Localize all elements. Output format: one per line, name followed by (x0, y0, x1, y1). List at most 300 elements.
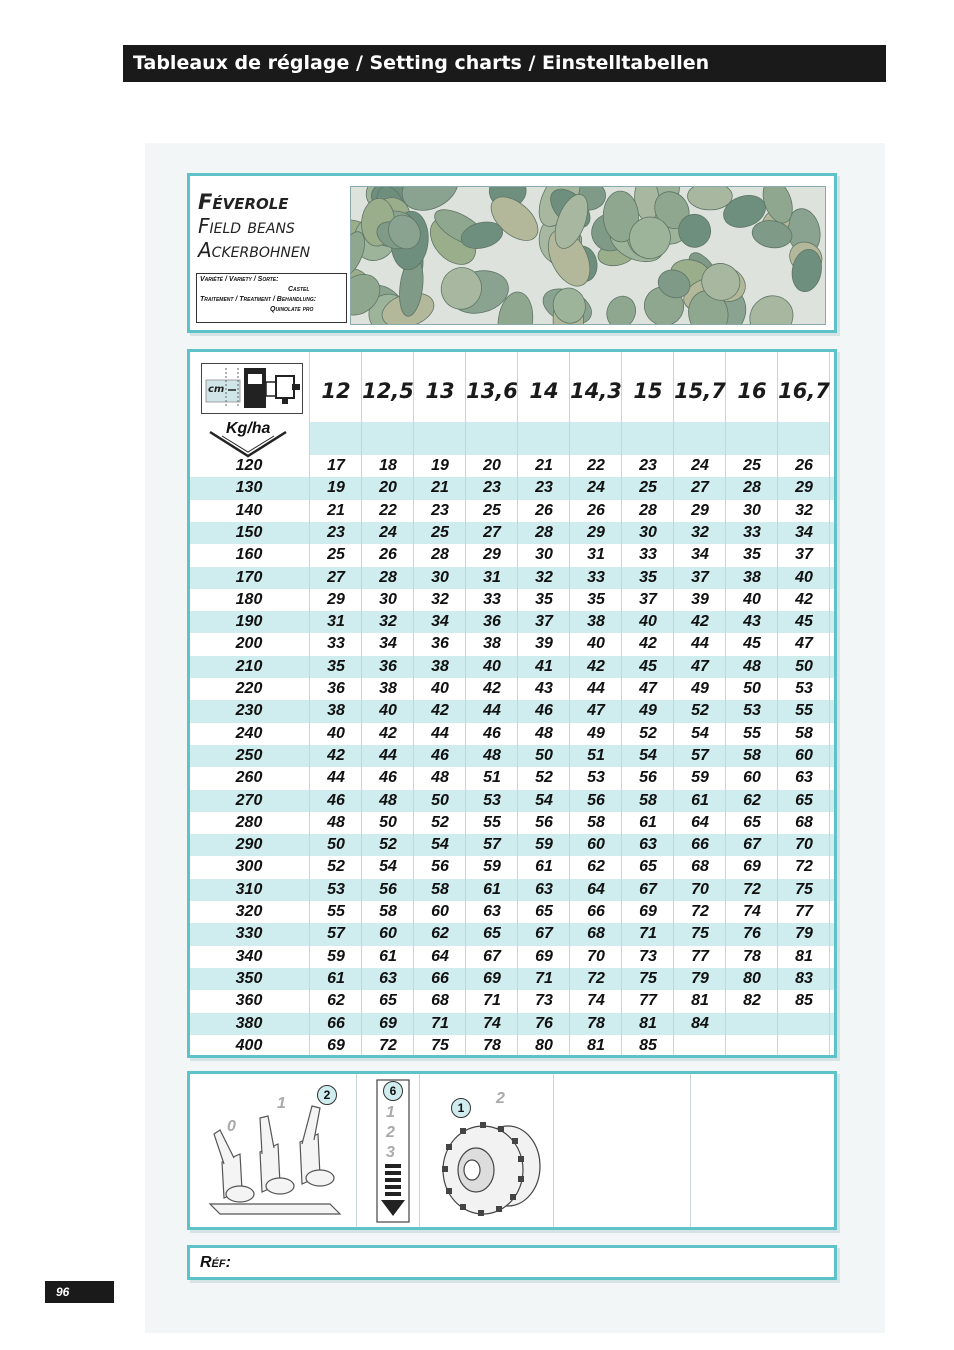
row-kg-ha: 160 (235, 546, 263, 564)
row-kg-ha: 250 (235, 746, 263, 764)
table-cell: 21 (535, 457, 553, 474)
table-cell: 33 (327, 635, 345, 653)
table-cell: 40 (639, 613, 657, 631)
table-cell: 39 (535, 635, 553, 653)
table-cell: 42 (795, 590, 813, 608)
table-cell: 53 (587, 769, 605, 787)
table-cell: 57 (691, 746, 709, 764)
table-cell: 44 (587, 680, 605, 697)
table-cell: 59 (691, 769, 709, 787)
table-cell: 68 (431, 992, 449, 1010)
table-cell: 37 (639, 590, 657, 608)
table-cell: 55 (327, 903, 345, 920)
table-cell: 46 (431, 746, 449, 764)
scale-number-1: 1 (386, 1104, 395, 1121)
row-kg-ha: 280 (235, 813, 263, 831)
table-cell: 52 (639, 724, 657, 742)
table-cell: 45 (743, 635, 761, 653)
setting-table (187, 349, 837, 1058)
table-cell: 78 (587, 1014, 605, 1032)
table-cell: 45 (795, 613, 813, 631)
sprocket-illustration (438, 1114, 548, 1222)
table-cell: 46 (327, 791, 345, 809)
table-cell: 29 (691, 501, 709, 519)
table-cell: 73 (639, 947, 657, 965)
table-cell: 65 (483, 925, 501, 943)
row-kg-ha: 230 (235, 702, 263, 720)
svg-text:cm: cm (208, 384, 225, 395)
table-cell: 53 (483, 791, 501, 809)
table-cell: 62 (327, 992, 345, 1010)
table-cell: 58 (743, 746, 761, 764)
column-header-cm: 15 (633, 379, 663, 403)
table-cell: 85 (639, 1036, 657, 1054)
table-cell: 48 (379, 791, 397, 809)
table-cell: 84 (691, 1014, 709, 1032)
illus-divider (356, 1074, 357, 1227)
table-cell: 76 (535, 1014, 553, 1032)
table-cell: 37 (691, 568, 709, 586)
table-cell: 49 (691, 680, 709, 697)
scale-badge: 6 (383, 1081, 403, 1101)
table-cell: 45 (639, 657, 657, 675)
table-cell: 29 (587, 523, 605, 541)
table-cell: 50 (743, 680, 761, 697)
table-cell: 67 (483, 947, 501, 965)
crop-name-fr: Féverole (198, 190, 289, 214)
scale-number-3: 3 (386, 1144, 395, 1161)
table-cell: 58 (431, 880, 449, 898)
table-cell: 67 (639, 880, 657, 898)
table-cell: 81 (691, 992, 709, 1010)
crop-name-en: Field beans (198, 214, 295, 238)
table-cell: 22 (379, 501, 397, 519)
table-cell: 50 (379, 813, 397, 831)
illus-divider (419, 1074, 420, 1227)
table-cell: 37 (795, 546, 813, 564)
table-cell: 28 (379, 568, 397, 586)
table-cell: 68 (691, 858, 709, 876)
table-cell: 32 (379, 613, 397, 631)
table-cell: 29 (483, 546, 501, 564)
table-cell: 59 (535, 836, 553, 854)
row-kg-ha: 340 (235, 947, 263, 965)
table-cell (778, 1035, 830, 1057)
table-cell: 72 (379, 1036, 397, 1054)
table-cell: 35 (743, 546, 761, 564)
table-cell: 54 (535, 791, 553, 809)
kg-ha-text: Kg/ha (226, 420, 271, 437)
table-cell: 43 (535, 680, 553, 697)
illustration-box (187, 1071, 837, 1230)
beans-photo (350, 186, 826, 325)
table-cell: 42 (327, 746, 345, 764)
table-cell: 35 (535, 590, 553, 608)
crop-info-box (187, 173, 837, 333)
table-cell: 49 (587, 724, 605, 742)
table-cell: 63 (379, 969, 397, 987)
table-cell: 47 (691, 657, 709, 675)
table-cell: 38 (327, 702, 345, 720)
table-cell: 58 (587, 813, 605, 831)
table-cell: 78 (483, 1036, 501, 1054)
table-cell: 70 (587, 947, 605, 965)
table-cell: 69 (535, 947, 553, 965)
table-cell: 33 (587, 568, 605, 586)
table-cell: 58 (795, 724, 813, 742)
column-header-cm: 13 (425, 379, 455, 403)
table-cell: 38 (743, 568, 761, 586)
table-cell: 28 (535, 523, 553, 541)
table-cell: 30 (535, 546, 553, 564)
table-cell: 21 (431, 479, 449, 497)
table-cell: 32 (795, 501, 813, 519)
table-cell (674, 1035, 726, 1057)
table-cell (726, 1035, 778, 1057)
table-cell: 65 (743, 813, 761, 831)
column-header-cm: 12 (321, 379, 351, 403)
table-cell: 48 (327, 813, 345, 831)
table-cell: 40 (795, 568, 813, 586)
table-cell: 52 (379, 836, 397, 854)
table-cell: 48 (743, 657, 761, 675)
table-cell: 80 (743, 969, 761, 987)
table-cell: 85 (795, 992, 813, 1010)
table-cell: 48 (431, 769, 449, 787)
crop-names (198, 190, 348, 262)
table-cell: 19 (431, 457, 449, 474)
row-kg-ha: 310 (235, 880, 263, 898)
table-cell: 42 (431, 702, 449, 720)
row-kg-ha: 300 (235, 858, 263, 876)
table-cell: 59 (483, 858, 501, 876)
table-cell: 32 (691, 523, 709, 541)
row-kg-ha: 180 (235, 590, 263, 608)
wheel-alt-label: 2 (496, 1090, 505, 1107)
table-cell: 83 (795, 969, 813, 987)
table-cell: 28 (639, 501, 657, 519)
table-cell: 78 (743, 947, 761, 965)
table-cell: 44 (327, 769, 345, 787)
table-cell: 40 (327, 724, 345, 742)
table-cell: 40 (743, 590, 761, 608)
table-cell: 30 (743, 501, 761, 519)
table-cell: 69 (639, 903, 657, 920)
table-cell: 42 (587, 657, 605, 675)
table-cell: 63 (535, 880, 553, 898)
lever-position-0: 0 (227, 1118, 236, 1135)
table-cell: 36 (483, 613, 501, 631)
table-cell: 75 (691, 925, 709, 943)
table-cell (778, 1013, 830, 1035)
table-cell: 72 (587, 969, 605, 987)
row-kg-ha: 130 (235, 479, 263, 497)
table-cell: 46 (535, 702, 553, 720)
table-cell: 66 (587, 903, 605, 920)
table-cell: 46 (483, 724, 501, 742)
table-cell: 71 (431, 1014, 449, 1032)
table-cell: 26 (379, 546, 397, 564)
table-cell: 57 (327, 925, 345, 943)
row-kg-ha: 120 (235, 457, 263, 474)
variety-box (196, 273, 347, 323)
table-cell: 75 (639, 969, 657, 987)
row-kg-ha: 270 (235, 791, 263, 809)
table-cell: 35 (587, 590, 605, 608)
table-cell: 71 (535, 969, 553, 987)
table-cell: 54 (431, 836, 449, 854)
table-cell: 34 (431, 613, 449, 631)
table-cell: 40 (379, 702, 397, 720)
row-kg-ha: 170 (235, 568, 263, 586)
table-cell: 20 (379, 479, 397, 497)
table-cell: 26 (535, 501, 553, 519)
lever-illustration (200, 1094, 350, 1224)
table-cell (726, 1013, 778, 1035)
table-cell: 38 (483, 635, 501, 653)
table-cell: 69 (379, 1014, 397, 1032)
scale-number-2: 2 (386, 1124, 395, 1141)
table-cell: 37 (535, 613, 553, 631)
table-cell: 21 (327, 501, 345, 519)
table-cell: 56 (535, 813, 553, 831)
table-cell: 38 (379, 680, 397, 697)
table-cell: 47 (639, 680, 657, 697)
row-kg-ha: 140 (235, 501, 263, 519)
table-cell: 27 (327, 568, 345, 586)
table-cell: 50 (431, 791, 449, 809)
table-cell: 59 (327, 947, 345, 965)
table-cell: 52 (691, 702, 709, 720)
table-cell: 50 (535, 746, 553, 764)
column-header-cm: 16 (737, 379, 767, 403)
table-cell: 29 (327, 590, 345, 608)
illus-divider (553, 1074, 554, 1227)
table-cell: 25 (431, 523, 449, 541)
table-cell: 36 (431, 635, 449, 653)
table-cell: 80 (535, 1036, 553, 1054)
table-cell: 79 (691, 969, 709, 987)
table-cell: 17 (327, 457, 345, 474)
table-cell: 56 (379, 880, 397, 898)
table-cell: 65 (639, 858, 657, 876)
table-cell: 72 (743, 880, 761, 898)
column-header-cm: 14,3 (570, 379, 622, 403)
table-cell: 66 (327, 1014, 345, 1032)
table-cell: 65 (795, 791, 813, 809)
table-cell: 30 (431, 568, 449, 586)
table-cell: 56 (639, 769, 657, 787)
table-cell: 27 (483, 523, 501, 541)
table-cell: 34 (691, 546, 709, 564)
table-cell: 40 (431, 680, 449, 697)
treatment-label: Traitement / Treatment / Behandlung: (200, 296, 317, 303)
page-header: Tableaux de réglage / Setting charts / Einstelltabellen (123, 45, 886, 82)
row-kg-ha: 210 (235, 657, 263, 675)
table-cell: 62 (743, 791, 761, 809)
illus-divider (690, 1074, 691, 1227)
table-cell: 79 (795, 925, 813, 943)
table-cell: 68 (587, 925, 605, 943)
table-cell: 47 (795, 635, 813, 653)
table-cell: 55 (483, 813, 501, 831)
table-cell: 48 (535, 724, 553, 742)
table-cell: 70 (691, 880, 709, 898)
table-cell: 24 (379, 523, 397, 541)
table-cell: 23 (639, 457, 657, 474)
reference-label: Réf: (200, 1254, 231, 1271)
table-cell: 73 (535, 992, 553, 1010)
table-cell: 58 (639, 791, 657, 809)
table-cell: 25 (743, 457, 761, 474)
table-cell: 27 (691, 479, 709, 497)
row-kg-ha: 200 (235, 635, 263, 653)
table-cell: 18 (379, 457, 397, 474)
scale-arrow-icon (375, 1078, 411, 1224)
table-cell: 38 (587, 613, 605, 631)
table-cell: 56 (431, 858, 449, 876)
table-cell: 53 (743, 702, 761, 720)
row-kg-ha: 400 (235, 1036, 263, 1054)
table-cell: 60 (379, 925, 397, 943)
column-header-cm: 12,5 (362, 379, 414, 403)
table-cell: 32 (431, 590, 449, 608)
table-cell: 64 (587, 880, 605, 898)
row-kg-ha: 240 (235, 724, 263, 742)
table-cell: 34 (795, 523, 813, 541)
table-cell: 25 (483, 501, 501, 519)
table-cell: 68 (795, 813, 813, 831)
table-cell: 57 (483, 836, 501, 854)
row-kg-ha: 350 (235, 969, 263, 987)
table-cell: 34 (379, 635, 397, 653)
table-cell: 62 (431, 925, 449, 943)
table-cell: 31 (483, 568, 501, 586)
column-header-cm: 14 (529, 379, 559, 403)
table-cell: 63 (639, 836, 657, 854)
variety-value: Castel (288, 286, 310, 293)
table-cell: 65 (379, 992, 397, 1010)
table-cell: 53 (327, 880, 345, 898)
table-cell: 52 (431, 813, 449, 831)
table-cell: 72 (691, 903, 709, 920)
row-kg-ha: 260 (235, 769, 263, 787)
table-cell: 51 (587, 746, 605, 764)
row-kg-ha: 190 (235, 613, 263, 631)
table-cell: 69 (483, 969, 501, 987)
table-cell: 36 (379, 657, 397, 675)
table-cell: 33 (483, 590, 501, 608)
table-cell: 64 (431, 947, 449, 965)
table-cell: 41 (535, 657, 553, 675)
table-cell: 81 (639, 1014, 657, 1032)
table-cell: 36 (327, 680, 345, 697)
table-cell: 81 (795, 947, 813, 965)
table-cell: 28 (431, 546, 449, 564)
row-kg-ha: 380 (235, 1014, 263, 1032)
kg-ha-label (208, 418, 288, 458)
table-cell: 60 (743, 769, 761, 787)
table-cell: 75 (795, 880, 813, 898)
table-cell: 61 (327, 969, 345, 987)
table-cell: 76 (743, 925, 761, 943)
table-cell: 32 (535, 568, 553, 586)
table-cell: 20 (483, 457, 501, 474)
table-cell: 61 (691, 791, 709, 809)
table-cell: 44 (431, 724, 449, 742)
table-cell: 42 (379, 724, 397, 742)
table-cell: 38 (431, 657, 449, 675)
table-cell: 40 (483, 657, 501, 675)
treatment-value: Quinolate pro (270, 306, 314, 313)
table-cell: 69 (327, 1036, 345, 1054)
wheel-badge: 1 (451, 1098, 471, 1118)
table-cell: 72 (795, 858, 813, 876)
table-cell: 43 (743, 613, 761, 631)
table-cell: 60 (587, 836, 605, 854)
table-cell: 55 (795, 702, 813, 720)
table-cell: 23 (483, 479, 501, 497)
table-cell: 63 (795, 769, 813, 787)
table-cell: 66 (431, 969, 449, 987)
table-cell: 35 (327, 657, 345, 675)
table-cell: 77 (639, 992, 657, 1010)
table-cell: 75 (431, 1036, 449, 1054)
table-cell: 71 (639, 925, 657, 943)
row-kg-ha: 290 (235, 836, 263, 854)
table-cell: 54 (639, 746, 657, 764)
table-cell: 63 (483, 903, 501, 920)
table-cell: 23 (431, 501, 449, 519)
table-cell: 42 (639, 635, 657, 653)
table-cell: 44 (379, 746, 397, 764)
row-kg-ha: 330 (235, 925, 263, 943)
column-header-cm: 15,7 (674, 379, 726, 403)
table-cell: 52 (535, 769, 553, 787)
table-cell: 33 (743, 523, 761, 541)
table-cell: 28 (743, 479, 761, 497)
table-cell: 33 (639, 546, 657, 564)
table-cell: 56 (587, 791, 605, 809)
table-cell: 23 (535, 479, 553, 497)
table-cell: 67 (743, 836, 761, 854)
header-band (310, 422, 830, 455)
table-cell: 31 (327, 613, 345, 631)
table-cell: 55 (743, 724, 761, 742)
table-cell: 35 (639, 568, 657, 586)
table-cell: 65 (535, 903, 553, 920)
table-cell: 30 (379, 590, 397, 608)
table-cell: 51 (483, 769, 501, 787)
table-cell: 54 (379, 858, 397, 876)
table-cell: 74 (743, 903, 761, 920)
table-cell: 19 (327, 479, 345, 497)
table-cell: 50 (327, 836, 345, 854)
table-cell: 31 (587, 546, 605, 564)
table-cell: 77 (795, 903, 813, 920)
table-cell: 69 (743, 858, 761, 876)
table-cell: 61 (639, 813, 657, 831)
table-cell: 58 (379, 903, 397, 920)
table-cell: 67 (535, 925, 553, 943)
table-cell: 74 (483, 1014, 501, 1032)
table-cell: 44 (691, 635, 709, 653)
table-cell: 60 (431, 903, 449, 920)
table-cell: 74 (587, 992, 605, 1010)
table-cell: 26 (587, 501, 605, 519)
table-cell: 47 (587, 702, 605, 720)
variety-label: Variété / Variety / Sorte: (200, 276, 279, 283)
